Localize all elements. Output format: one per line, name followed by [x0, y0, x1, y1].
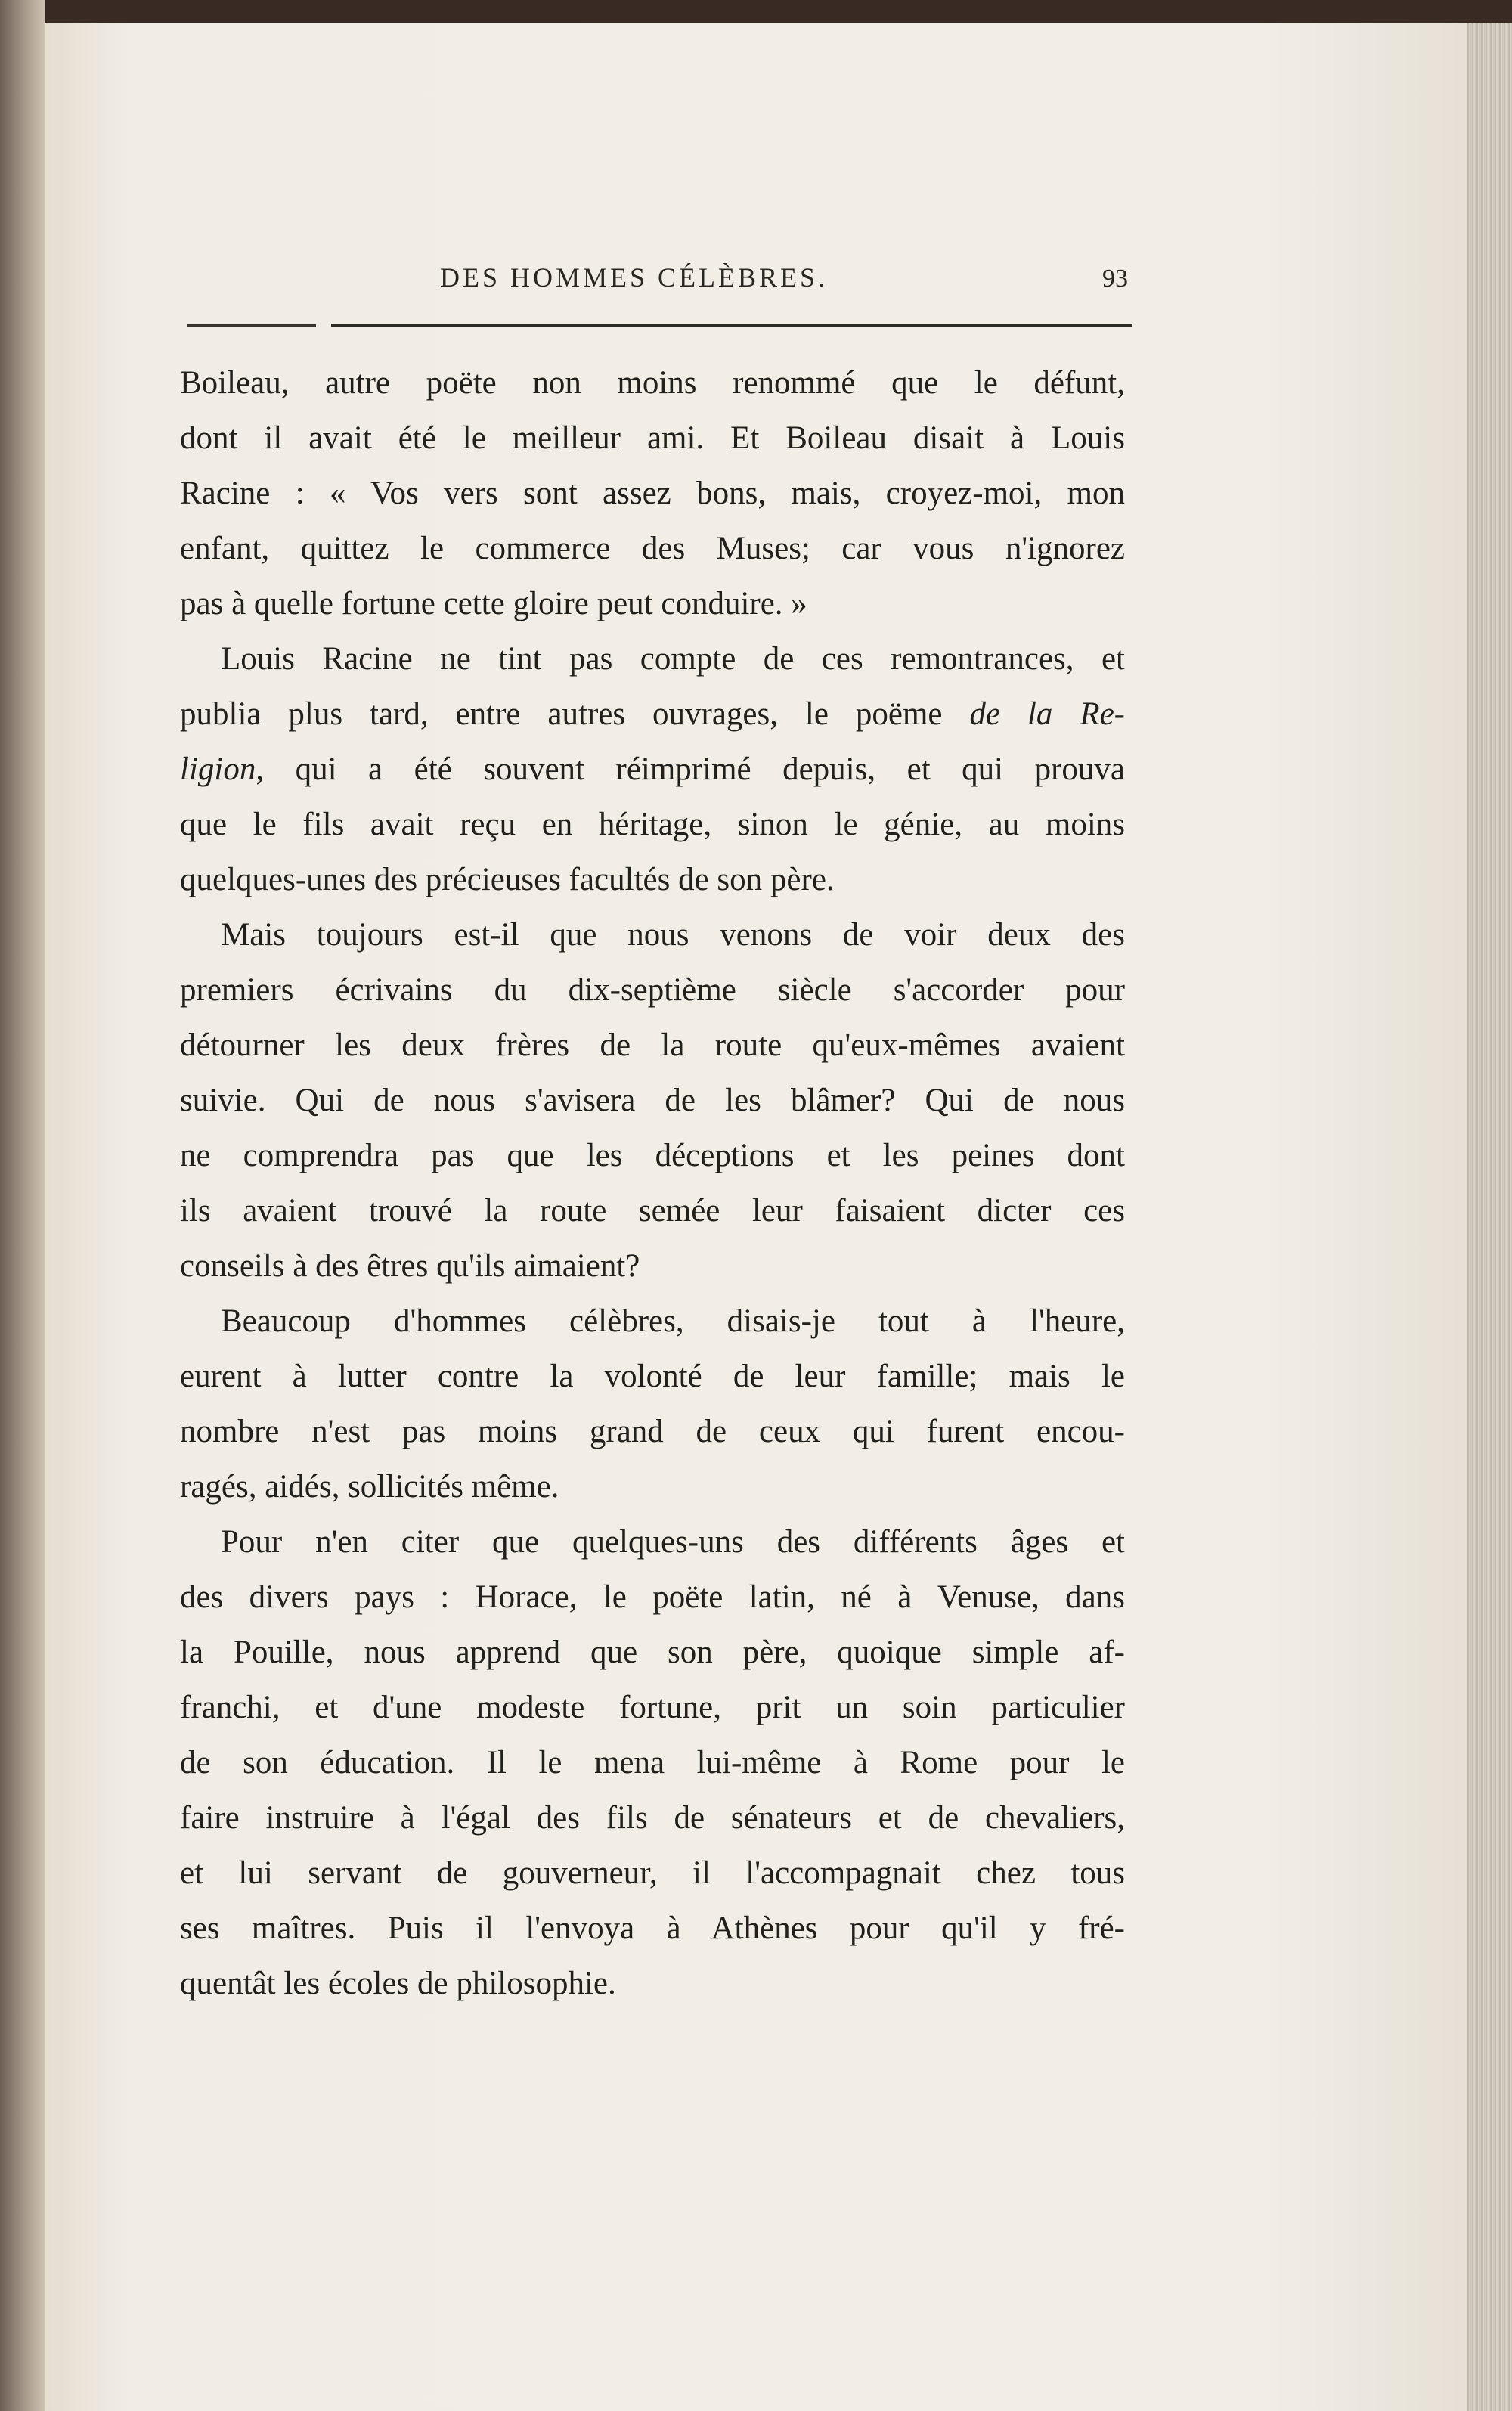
text-line-content: Boileau, autre poëte non moins renommé que le défunt,: [180, 365, 1125, 401]
text-line: [180, 1956, 1125, 2011]
page-number: 93: [1102, 265, 1128, 293]
text-line-content: ils avaient trouvé la route semée leur faisaient dicter ces: [180, 1193, 1125, 1229]
text-line-content: ne comprendra pas que les déceptions et les peines dont: [180, 1138, 1125, 1173]
text-line-content: faire instruire à l'égal des fils de sénateurs et de chevaliers,: [180, 1800, 1125, 1836]
book-title-italic: ligion: [180, 752, 256, 787]
text-line: [180, 1514, 1125, 1570]
text-line-content: pas à quelle fortune cette gloire peut conduire. »: [180, 586, 807, 621]
text-line-content: des divers pays : Horace, le poëte latin, né à Venuse, dans: [180, 1579, 1125, 1615]
text-line: [180, 907, 1125, 962]
text-line-content: Beaucoup d'hommes célèbres, disais-je tout à l'heure,: [221, 1303, 1125, 1339]
text-line-content: eurent à lutter contre la volonté de leur famille; mais le: [180, 1359, 1125, 1394]
text-line: [180, 1349, 1125, 1404]
header-rule-short: [187, 324, 316, 327]
text-line-content: Louis Racine ne tint pas compte de ces remontrances, et: [221, 641, 1125, 677]
text-line-content: premiers écrivains du dix-septième siècle s'accorder pour: [180, 972, 1125, 1008]
text-line: [180, 631, 1125, 686]
text-line-content: nombre n'est pas moins grand de ceux qui furent encou-: [180, 1414, 1125, 1449]
text-line: [180, 576, 1125, 631]
text-line-content: suivie. Qui de nous s'avisera de les blâmer? Qui de nous: [180, 1083, 1125, 1118]
text-line-content: la Pouille, nous apprend que son père, quoique simple af-: [180, 1635, 1125, 1670]
text-line: [180, 686, 1125, 742]
text-line: [180, 1790, 1125, 1845]
text-line: [180, 521, 1125, 576]
text-line: [180, 1073, 1125, 1128]
text-line: [180, 1901, 1125, 1956]
text-line: [180, 1018, 1125, 1073]
facing-page-edge: [0, 0, 45, 2411]
text-line: [180, 742, 1125, 797]
text-line-content: Pour n'en citer que quelques-uns des différents âges et: [221, 1524, 1125, 1560]
text-line: [180, 466, 1125, 521]
text-line: [180, 1845, 1125, 1901]
text-line: [180, 1680, 1125, 1735]
text-line-content: ragés, aidés, sollicités même.: [180, 1469, 559, 1505]
text-line-content: franchi, et d'une modeste fortune, prit un soin particulier: [180, 1690, 1125, 1725]
text-line: [180, 355, 1125, 411]
text-line: [180, 411, 1125, 466]
text-line-content: Mais toujours est-il que nous venons de voir deux des: [221, 917, 1125, 953]
body-text: [180, 355, 1125, 2011]
text-line-content: que le fils avait reçu en héritage, sinon le génie, au moins: [180, 807, 1125, 842]
text-line-content: de son éducation. Il le mena lui-même à Rome pour le: [180, 1745, 1125, 1780]
text-line-content: ses maîtres. Puis il l'envoya à Athènes pour qu'il y fré-: [180, 1911, 1125, 1946]
running-head: DES HOMMES CÉLÈBRES.: [440, 262, 829, 293]
text-line-content: quentât les écoles de philosophie.: [180, 1966, 616, 2001]
text-line-content: conseils à des êtres qu'ils aimaient?: [180, 1248, 640, 1284]
text-line: [180, 962, 1125, 1018]
text-line-content: , qui a été souvent réimprimé depuis, et qui prouva: [256, 752, 1125, 787]
text-line-content: dont il avait été le meilleur ami. Et Boileau disait à Louis: [180, 420, 1125, 456]
text-line-content: Racine : « Vos vers sont assez bons, mais, croyez-moi, mon: [180, 476, 1125, 511]
text-line: [180, 1570, 1125, 1625]
text-line: [180, 1183, 1125, 1238]
text-line: [180, 797, 1125, 852]
book-title-italic: de la Re-: [969, 696, 1125, 732]
text-line: [180, 1404, 1125, 1459]
text-line-content: quelques-unes des précieuses facultés de son père.: [180, 862, 835, 897]
text-line: [180, 852, 1125, 907]
text-line-content: détourner les deux frères de la route qu'eux-mêmes avaient: [180, 1027, 1125, 1063]
text-line-content: enfant, quittez le commerce des Muses; car vous n'ignorez: [180, 531, 1125, 566]
text-line: [180, 1735, 1125, 1790]
book-fore-edge: [1467, 23, 1512, 2411]
text-line-content: publia plus tard, entre autres ouvrages, le poëme: [180, 696, 970, 732]
text-line: [180, 1625, 1125, 1680]
scan-top-border: [0, 0, 1512, 23]
header-rule-long: [331, 324, 1132, 327]
text-line: [180, 1294, 1125, 1349]
text-line: [180, 1238, 1125, 1294]
text-line-content: et lui servant de gouverneur, il l'accompagnait chez tous: [180, 1855, 1125, 1891]
text-line: [180, 1128, 1125, 1183]
text-line: [180, 1459, 1125, 1514]
